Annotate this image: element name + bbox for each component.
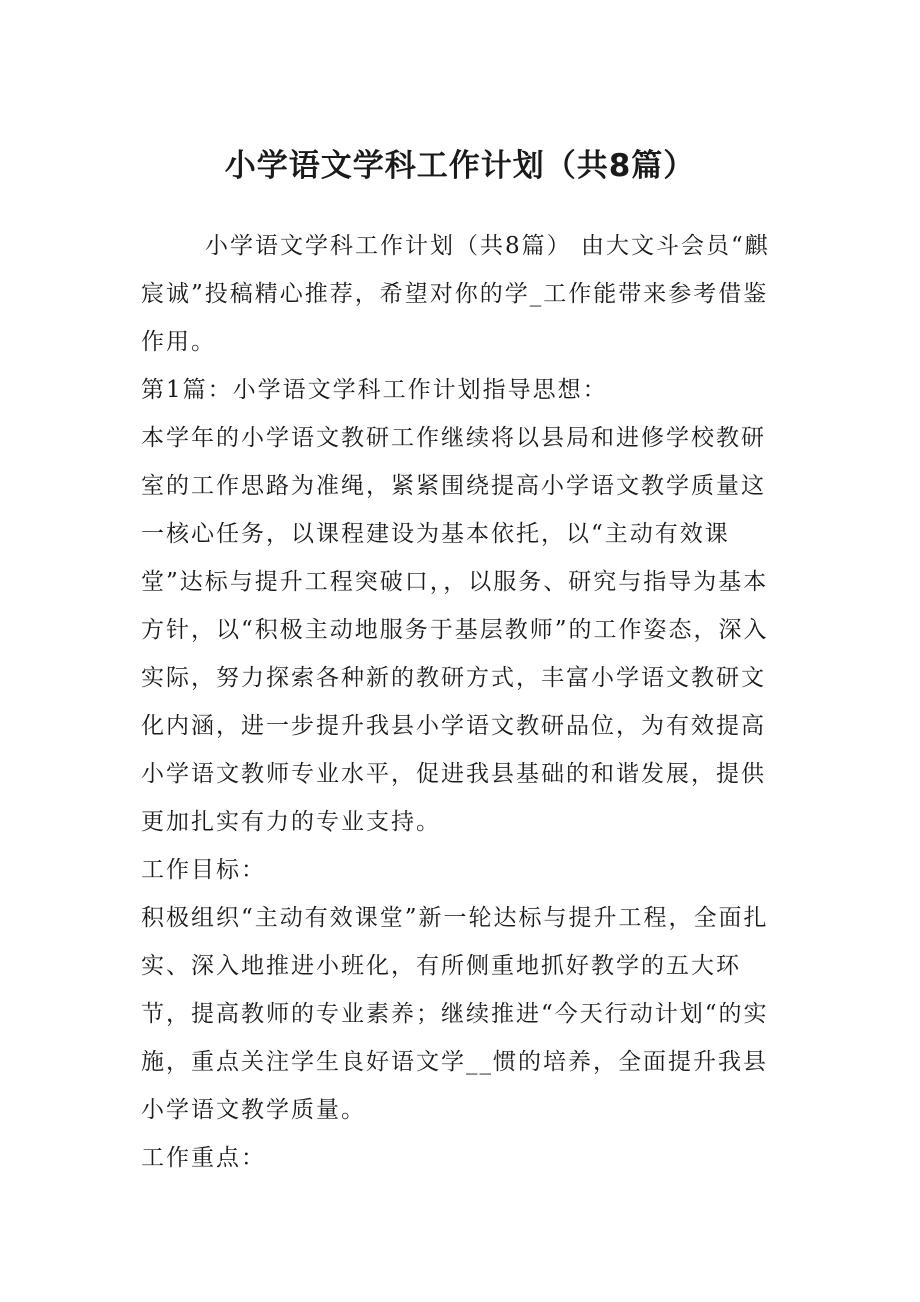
- work-focus-heading: 工作重点：: [141, 1145, 266, 1171]
- document-body: [141, 222, 781, 1182]
- intro-paragraph: 小学语文学科工作计划（共8篇） 由大文斗会员“麒宸诚”投稿精心推荐，希望对你的学_工作能带来参考借鉴作用。: [141, 233, 770, 355]
- document-title: 小学语文学科工作计划（共8篇）: [224, 148, 696, 184]
- guiding-ideology-paragraph: 本学年的小学语文教研工作继续将以县局和进修学校教研室的工作思路为准绳，紧紧围绕提高小学语文教学质量这一核心任务，以课程建设为基本依托，以“主动有效课堂”达标与提升工程突破口，，以服务、研究与指导为基本方针，以“积极主动地服务于基层教师”的工作姿态，深入实际，努力探索各种新的教研方式，丰富小学语文教研文化内涵，进一步提升我县小学语文教研品位，为有效提高小学语文教师专业水平，促进我县基础的和谐发展，提供更加扎实有力的专业支持。: [141, 425, 769, 835]
- chapter-heading: 第1篇：小学语文学科工作计划指导思想：: [141, 377, 608, 403]
- work-goals-heading: 工作目标：: [141, 857, 266, 883]
- work-goals-paragraph: 积极组织“主动有效课堂”新一轮达标与提升工程，全面扎实、深入地推进小班化，有所侧重地抓好教学的五大环节，提高教师的专业素养；继续推进“今天行动计划“的实施，重点关注学生良好语文学__惯的培养，全面提升我县小学语文教学质量。: [141, 905, 769, 1123]
